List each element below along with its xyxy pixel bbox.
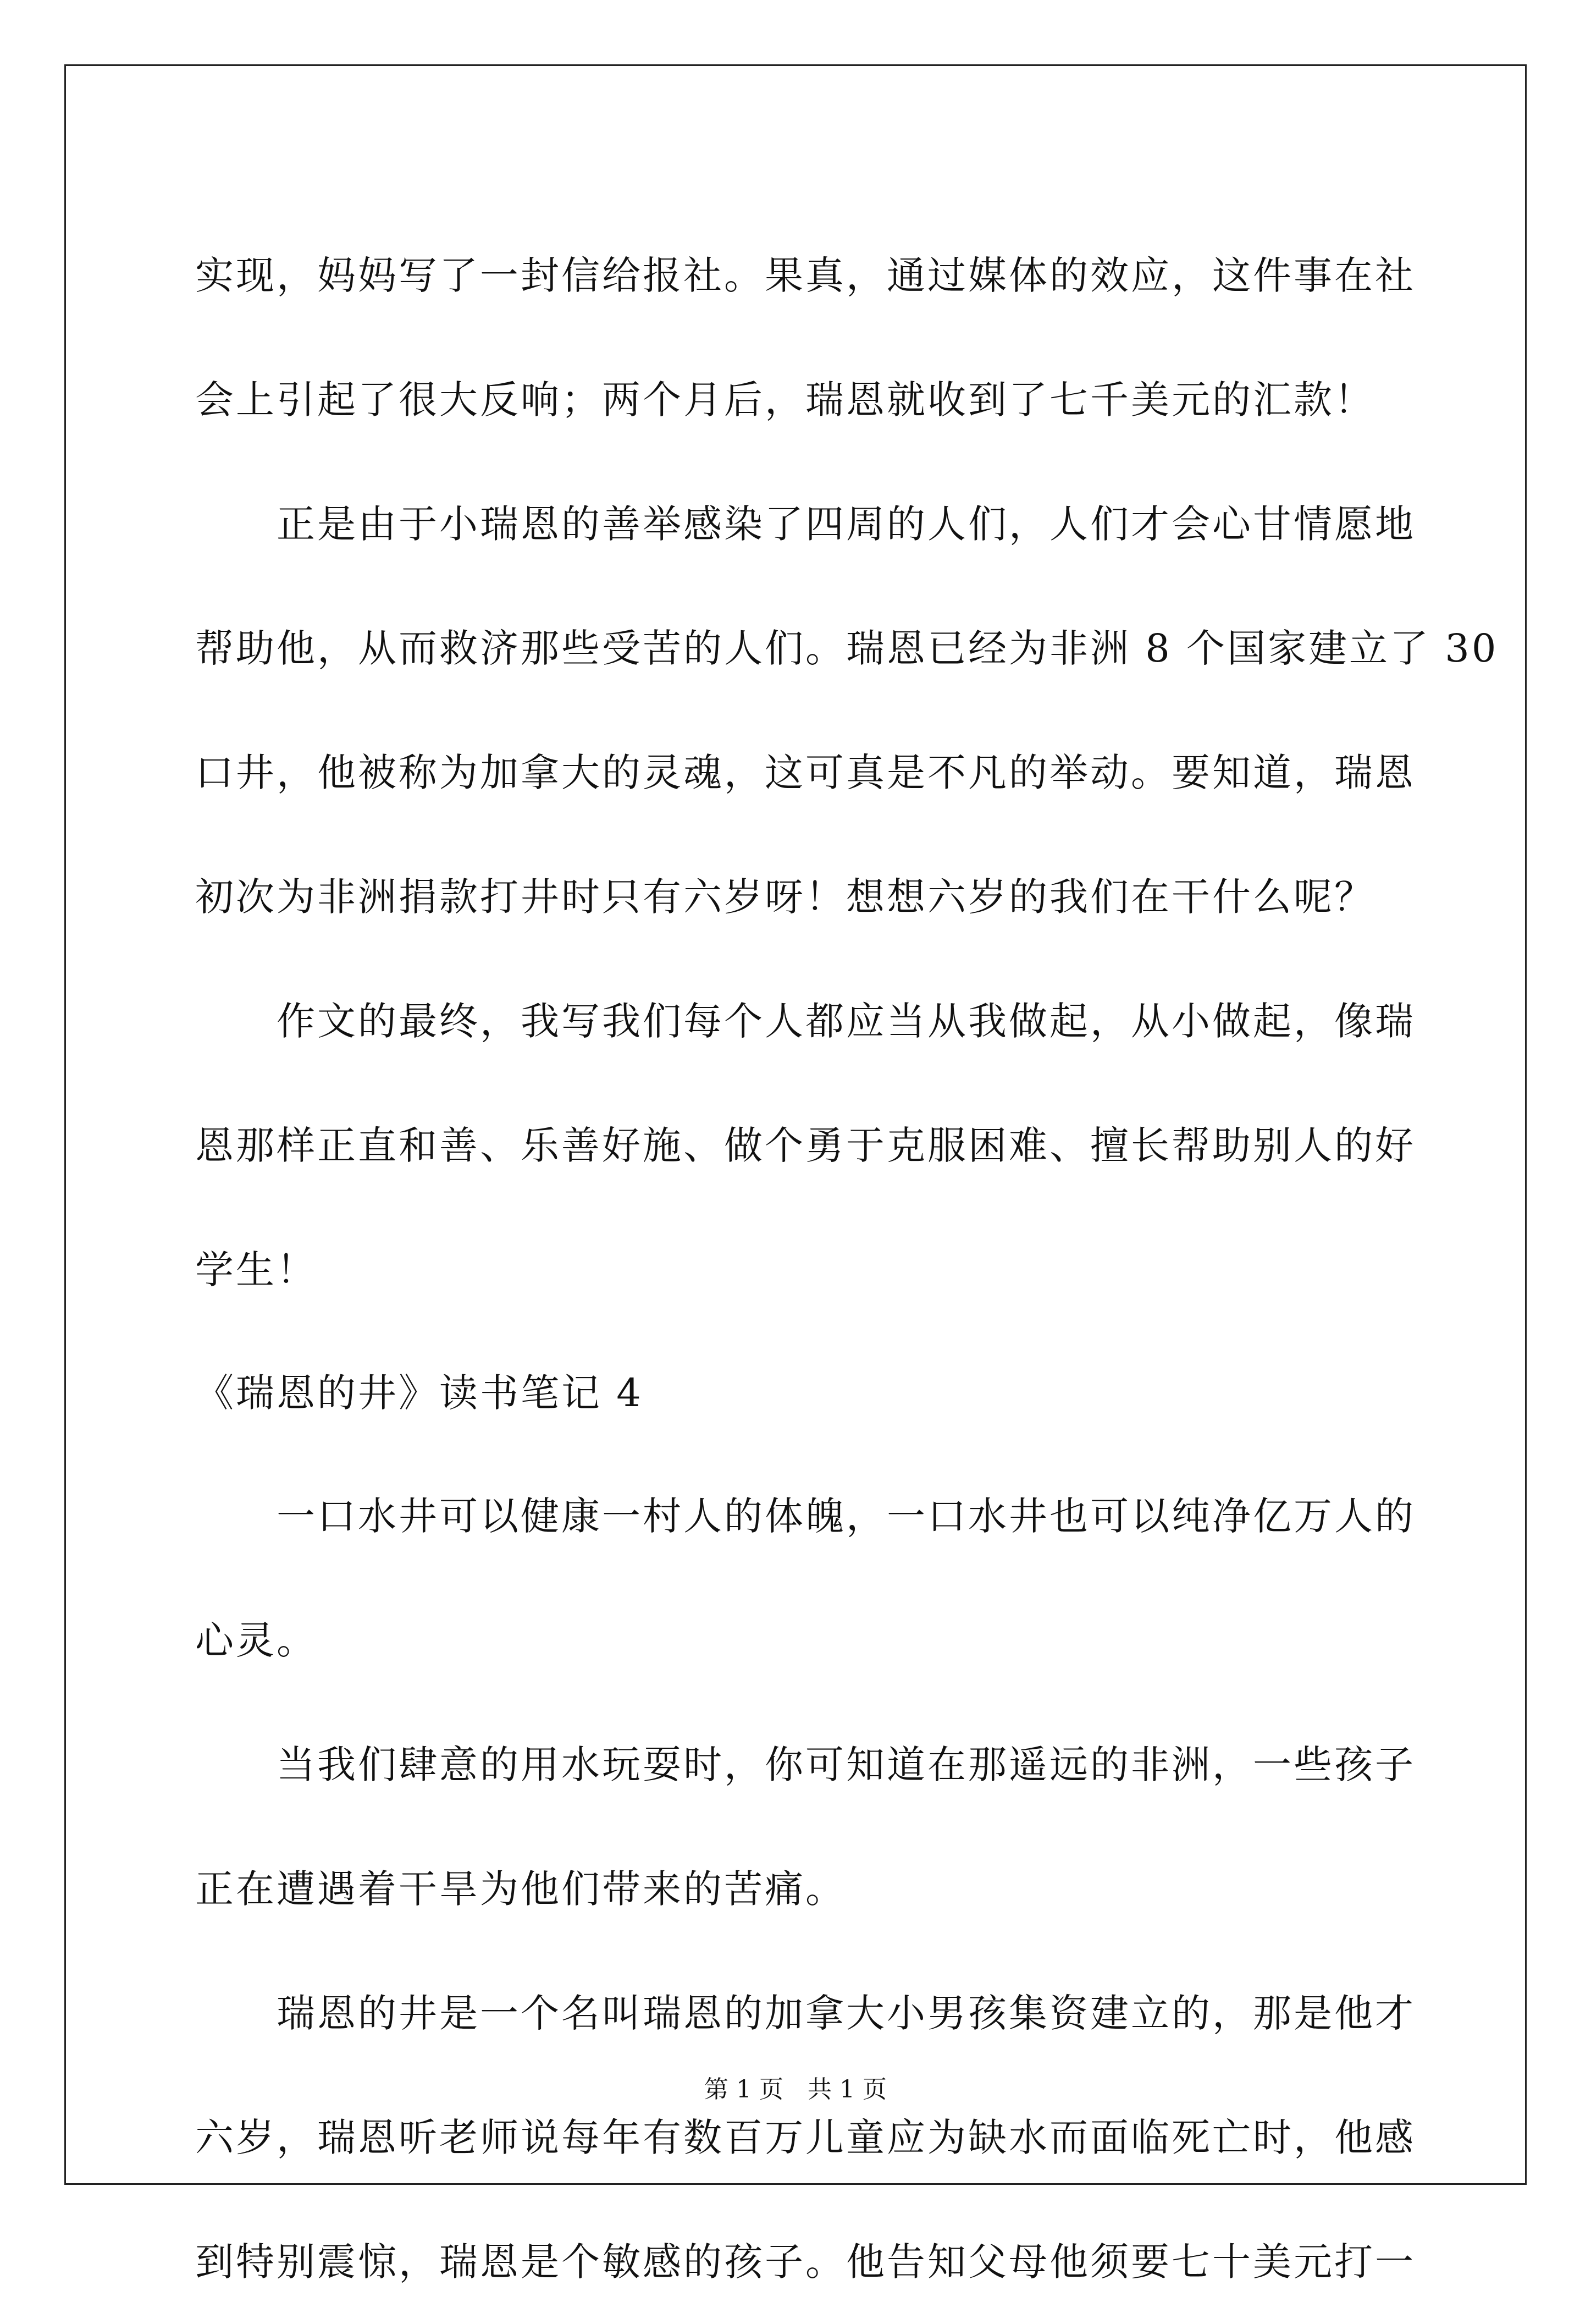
text-line: 会上引起了很大反响；两个月后，瑞恩就收到了七千美元的汇款！: [195, 377, 1375, 422]
text-line: 作文的最终，我写我们每个人都应当从我做起，从小做起，像瑞: [277, 999, 1416, 1044]
text-line: 到特别震惊，瑞恩是个敏感的孩子。他告知父母他须要七十美元打一: [195, 2239, 1416, 2284]
text-line: 帮助他，从而救济那些受苦的人们。瑞恩已经为非洲 8 个国家建立了 30: [195, 626, 1499, 671]
text-line: 六岁，瑞恩听老师说每年有数百万儿童应为缺水而面临死亡时，他感: [195, 2115, 1416, 2160]
text-line: 当我们肆意的用水玩耍时，你可知道在那遥远的非洲，一些孩子: [277, 1742, 1416, 1787]
text-line: 心灵。: [195, 1618, 317, 1663]
document-body: [195, 213, 1499, 2324]
text-line: 初次为非洲捐款打井时只有六岁呀！想想六岁的我们在干什么呢？: [195, 874, 1375, 919]
text-line: 正是由于小瑞恩的善举感染了四周的人们，人们才会心甘情愿地: [277, 502, 1416, 547]
text-line: 瑞恩的井是一个名叫瑞恩的加拿大小男孩集资建立的，那是他才: [277, 1991, 1416, 2036]
text-line: 正在遭遇着干旱为他们带来的苦痛。: [195, 1866, 846, 1912]
text-line: 学生！: [195, 1247, 317, 1292]
text-line: 恩那样正直和善、乐善好施、做个勇于克服困难、擅长帮助别人的好: [195, 1123, 1416, 1168]
text-line: 实现，妈妈写了一封信给报社。果真，通过媒体的效应，这件事在社: [195, 253, 1416, 298]
page-footer: 第 1 页 共 1 页: [704, 2075, 887, 2103]
text-line: 一口水井可以健康一村人的体魄，一口水井也可以纯净亿万人的: [277, 1494, 1416, 1539]
text-line: 口井，他被称为加拿大的灵魂，这可真是不凡的举动。要知道，瑞恩: [195, 750, 1416, 795]
section-heading: 《瑞恩的井》读书笔记 4: [195, 1370, 643, 1416]
